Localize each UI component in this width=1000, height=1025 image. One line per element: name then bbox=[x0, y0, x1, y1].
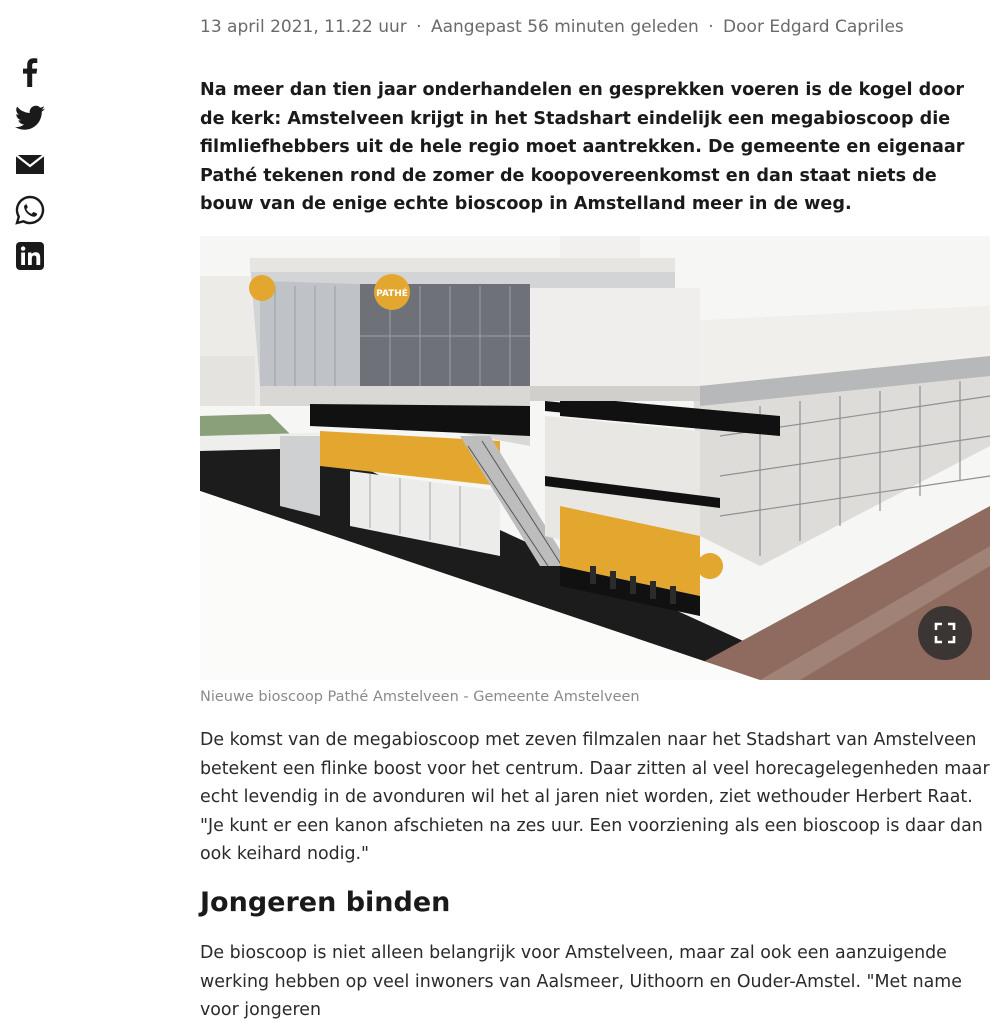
article-meta bbox=[200, 17, 904, 37]
modified-time: Aangepast 56 minuten geleden bbox=[430, 17, 699, 37]
article-paragraph: De bioscoop is niet alleen belangrijk voor Amstelveen, maar zal ook een aanzuigende werking hebben op veel inwoners van Aalsmeer, Uithoorn en Ouder-Amstel. "Met name voor jongeren bbox=[200, 943, 962, 1020]
facebook-icon[interactable] bbox=[14, 56, 46, 88]
article-image[interactable] bbox=[200, 236, 990, 680]
expand-image-button[interactable] bbox=[918, 606, 972, 660]
article-lead: Na meer dan tien jaar onderhandelen en gesprekken voeren is de kogel door de kerk: Amstelveen krijgt in het Stadshart eindelijk een megabioscoop die filmliefhebbers uit de hele regio moet aantrekken. De gemeente en eigenaar Pathé tekenen rond de zomer de koopovereenkomst en dan staat niets de bouw van de enige echte bioscoop in Amstelland meer in de weg. bbox=[200, 80, 965, 214]
publish-date: 13 april 2021, 11.22 uur bbox=[200, 17, 407, 37]
linkedin-icon[interactable] bbox=[14, 240, 46, 272]
article-paragraph: De komst van de megabioscoop met zeven filmzalen naar het Stadshart van Amstelveen betekent een flinke boost voor het centrum. Daar zitten al veel horecagelegenheden maar echt levendig in de avonduren wil het al jaren niet worden, ziet wethouder Herbert Raat. "Je kunt er een kanon afschieten na zes uur. Een voorziening als een bioscoop is daar dan ook keihard nodig." bbox=[200, 730, 990, 864]
cinema-rendering bbox=[200, 236, 990, 680]
meta-separator: · bbox=[708, 17, 714, 37]
whatsapp-icon[interactable] bbox=[14, 194, 46, 226]
section-heading: Jongeren binden bbox=[200, 887, 451, 918]
author[interactable]: Door Edgard Capriles bbox=[723, 17, 904, 37]
twitter-icon[interactable] bbox=[14, 102, 46, 134]
expand-icon bbox=[934, 622, 956, 644]
meta-separator: · bbox=[416, 17, 422, 37]
share-bar bbox=[14, 56, 50, 286]
image-caption: Nieuwe bioscoop Pathé Amstelveen - Gemeente Amstelveen bbox=[200, 689, 640, 705]
pathe-logo-text: PATHÉ bbox=[376, 289, 408, 299]
mail-icon[interactable] bbox=[14, 148, 46, 180]
